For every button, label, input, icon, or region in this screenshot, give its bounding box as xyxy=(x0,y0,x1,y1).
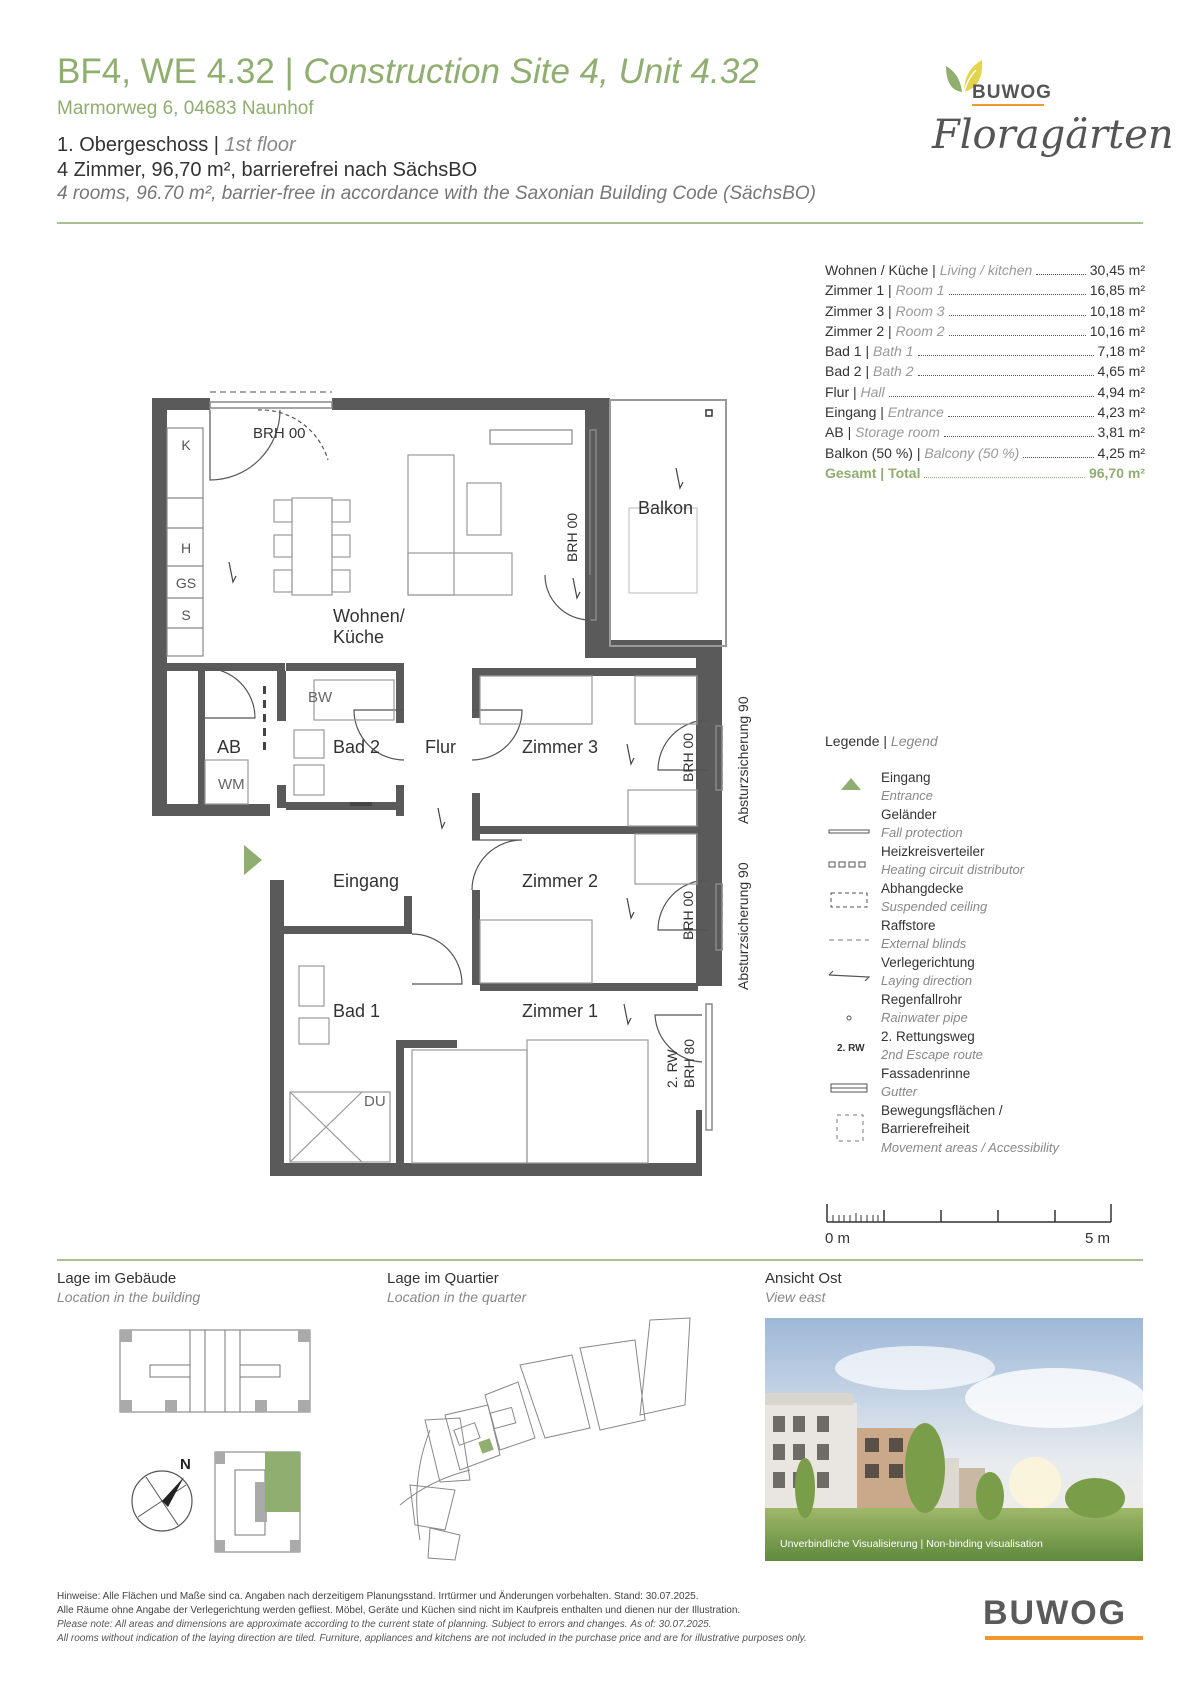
rooms-summary-en: 4 rooms, 96.70 m², barrier-free in accordance with the Saxonian Building Code (SächsBO) xyxy=(57,183,816,204)
logo-underline xyxy=(972,104,1044,106)
area-value: 4,23 m² xyxy=(1097,404,1145,421)
area-label-en: Bath 2 xyxy=(873,363,914,380)
label-wm: WM xyxy=(218,776,245,793)
label-brh00-top: BRH 00 xyxy=(253,425,306,442)
legend-title-en: Legend xyxy=(890,733,938,749)
area-value: 3,81 m² xyxy=(1097,424,1145,441)
legal-notes xyxy=(57,1590,807,1646)
area-label-de: Wohnen / Küche | xyxy=(825,262,936,278)
logo-text: BUWOG xyxy=(972,82,1052,103)
label-bad2: Bad 2 xyxy=(333,737,381,757)
label-zimmer1: Zimmer 1 xyxy=(522,1001,598,1021)
footer-logo-underline xyxy=(985,1636,1143,1640)
gutter-icon xyxy=(825,1070,873,1092)
label-bad1: Bad 1 xyxy=(333,1001,381,1021)
quarter-unit-highlight xyxy=(478,1438,493,1453)
footer-logo: BUWOG xyxy=(983,1594,1128,1632)
total-label-de: Gesamt | xyxy=(825,464,885,481)
area-table xyxy=(825,262,1145,485)
area-label-en: Room 2 xyxy=(895,322,945,339)
area-row xyxy=(825,384,1145,404)
legend-en: Suspended ceiling xyxy=(881,899,988,914)
area-row xyxy=(825,445,1145,465)
note-line-4: All rooms without indication of the laying direction are tiled. Furniture, appliances and kitchens are not included in the purchase price and are for illustrative purposes only. xyxy=(57,1633,807,1644)
area-row xyxy=(825,282,1145,302)
legend-item-laying xyxy=(825,955,1135,992)
legend-item-blinds xyxy=(825,918,1135,955)
legend-de: Eingang xyxy=(881,770,931,785)
label-rw: 2. RW xyxy=(664,1049,680,1088)
legend-en: Heating circuit distributor xyxy=(881,862,1025,877)
legend-title-de: Legende | xyxy=(825,733,888,749)
page-title xyxy=(57,52,759,92)
scale-start: 0 m xyxy=(825,1230,851,1247)
area-label-en: Room 3 xyxy=(895,302,945,319)
area-row xyxy=(825,343,1145,363)
legend-en: Fall protection xyxy=(881,825,963,840)
laying-direction-icon xyxy=(825,959,873,981)
legend-de: Verlegerichtung xyxy=(881,955,975,970)
legend-item-escape xyxy=(825,1029,1135,1066)
external-blinds-icon xyxy=(825,922,873,944)
legend-de: Fassadenrinne xyxy=(881,1066,971,1081)
label-du: DU xyxy=(364,1093,386,1110)
note-line-3b: As of: 30.07.2025. xyxy=(630,1619,712,1630)
area-label-de: Eingang | xyxy=(825,404,884,421)
visualisation-image xyxy=(765,1318,1143,1561)
area-row xyxy=(825,424,1145,444)
area-label-de: Flur | xyxy=(825,383,857,400)
view-title: Ansicht Ost xyxy=(765,1270,842,1287)
note-line-2: Alle Räume ohne Angabe der Verlegerichtung werden gefliest. Möbel, Geräte und Küchen sind nicht im Kaufpreis enthalten und dienen nur der Illustration. xyxy=(57,1605,741,1616)
legend-item-gutter xyxy=(825,1066,1135,1103)
floor-en: 1st floor xyxy=(224,134,296,156)
header-divider xyxy=(57,222,1143,224)
location-building-title: Lage im Gebäude xyxy=(57,1270,177,1287)
area-value: 7,18 m² xyxy=(1097,343,1145,360)
area-value: 30,45 m² xyxy=(1089,262,1145,278)
compass-icon xyxy=(128,1455,208,1535)
legend-item-railing xyxy=(825,807,1135,844)
legend-en: Laying direction xyxy=(881,973,973,988)
label-absturz-1: Absturzsicherung 90 xyxy=(735,696,751,824)
entrance-triangle-icon xyxy=(825,774,873,796)
legend-de: Raffstore xyxy=(881,918,936,933)
legend-item-movement xyxy=(825,1103,1135,1159)
area-row xyxy=(825,363,1145,383)
area-label-de: Balkon (50 %) | xyxy=(825,444,921,461)
legend-de: Bewegungsflächen / xyxy=(881,1103,1003,1118)
legend-de: 2. Rettungsweg xyxy=(881,1029,975,1044)
legend-item-rainpipe xyxy=(825,992,1135,1029)
area-row xyxy=(825,404,1145,424)
area-label-en: Living / kitchen xyxy=(939,262,1033,278)
scale-bar xyxy=(825,1200,1115,1228)
kitchen-h-label: H xyxy=(180,540,192,556)
legend-de: Regenfallrohr xyxy=(881,992,963,1007)
legend-title xyxy=(825,733,938,749)
area-row xyxy=(825,262,1145,282)
total-value: 96,70 m² xyxy=(1088,464,1145,481)
suspended-ceiling-icon xyxy=(825,885,873,907)
location-quarter-sub: Location in the quarter xyxy=(387,1289,527,1305)
unit-highlight xyxy=(265,1452,300,1512)
address: Marmorweg 6, 04683 Naunhof xyxy=(57,98,314,119)
compass-north-label: N xyxy=(180,1456,191,1473)
area-label-de: Bad 2 | xyxy=(825,363,870,380)
legend-de: Heizkreisverteiler xyxy=(881,844,985,859)
area-label-en: Hall xyxy=(860,383,885,400)
location-building-sub: Location in the building xyxy=(57,1289,201,1305)
label-wohnen: Wohnen/ xyxy=(333,606,405,626)
railing-icon xyxy=(825,811,873,833)
view-east-visualisation xyxy=(765,1318,1143,1561)
buwog-floragaerten-logo xyxy=(932,54,1174,184)
label-kueche: Küche xyxy=(333,627,385,647)
area-value: 4,25 m² xyxy=(1097,444,1145,461)
area-row xyxy=(825,303,1145,323)
legend-item-entrance xyxy=(825,770,1135,807)
legend-de: Abhangdecke xyxy=(881,881,964,896)
legend-en: 2nd Escape route xyxy=(881,1047,983,1062)
kitchen-k-label: K xyxy=(181,437,191,453)
heating-distributor-icon xyxy=(825,848,873,870)
entrance-marker-icon xyxy=(244,845,262,875)
area-label-de: AB | xyxy=(825,424,852,441)
movement-area-icon xyxy=(825,1107,873,1143)
legend-en: Rainwater pipe xyxy=(881,1010,968,1025)
legend-en: Entrance xyxy=(881,788,934,803)
title-en: Construction Site 4, Unit 4.32 xyxy=(303,52,759,91)
label-bw: BW xyxy=(308,689,333,706)
area-label-de: Zimmer 1 | xyxy=(825,282,892,299)
label-absturz-2: Absturzsicherung 90 xyxy=(735,862,751,990)
area-label-de: Zimmer 2 | xyxy=(825,322,892,339)
laying-direction-marks xyxy=(229,468,683,1024)
label-brh00-zimmer2: BRH 00 xyxy=(680,890,696,940)
area-total-row xyxy=(825,465,1145,485)
label-flur: Flur xyxy=(425,737,456,757)
visualisation-caption: Unverbindliche Visualisierung | Non-binding visualisation xyxy=(780,1538,1043,1550)
legend-de-line2: Barrierefreiheit xyxy=(881,1121,970,1136)
area-label-de: Zimmer 3 | xyxy=(825,302,892,319)
floor-plan xyxy=(140,380,751,1180)
area-value: 10,18 m² xyxy=(1089,302,1145,319)
label-brh80: BRH 80 xyxy=(681,1038,697,1088)
kitchen-gs-label: GS xyxy=(175,575,197,591)
label-eingang: Eingang xyxy=(333,871,400,891)
quarter-location-diagram xyxy=(400,1310,700,1560)
label-brh00-zimmer3: BRH 00 xyxy=(680,732,696,782)
floragaerten-script: Floragärten xyxy=(932,112,1174,158)
total-label-en: Total xyxy=(888,464,921,481)
area-value: 16,85 m² xyxy=(1089,282,1145,299)
rainwater-pipe-icon xyxy=(825,996,873,1018)
scale-end: 5 m xyxy=(1085,1230,1111,1247)
kitchen-s-label: S xyxy=(181,607,191,623)
area-label-en: Balcony (50 %) xyxy=(924,444,1020,461)
escape-route-icon: 2. RW xyxy=(837,1043,865,1054)
label-brh00-balcony: BRH 00 xyxy=(564,512,580,562)
area-value: 4,94 m² xyxy=(1097,383,1145,400)
floor-info xyxy=(57,134,296,157)
balcony xyxy=(610,400,726,646)
area-label-en: Entrance xyxy=(887,404,944,421)
title-de: BF4, WE 4.32 | xyxy=(57,52,294,91)
legend-en: Gutter xyxy=(881,1084,918,1099)
label-ab: AB xyxy=(217,737,242,757)
legend-item-ceiling xyxy=(825,881,1135,918)
label-balkon: Balkon xyxy=(638,498,694,518)
label-zimmer3: Zimmer 3 xyxy=(522,737,598,757)
location-quarter-title: Lage im Quartier xyxy=(387,1270,499,1287)
legend-en: External blinds xyxy=(881,936,967,951)
area-row xyxy=(825,323,1145,343)
label-zimmer2: Zimmer 2 xyxy=(522,871,598,891)
area-value: 10,16 m² xyxy=(1089,322,1145,339)
note-line-3: Please note: All areas and dimensions are approximate according to the current state of planning. Subject to errors and changes. xyxy=(57,1619,628,1630)
area-label-en: Room 1 xyxy=(895,282,945,299)
legend-de: Geländer xyxy=(881,807,937,822)
area-label-en: Storage room xyxy=(855,424,940,441)
bottom-divider xyxy=(57,1259,1143,1261)
view-sub: View east xyxy=(765,1289,826,1305)
floor-de: 1. Obergeschoss | xyxy=(57,134,219,156)
rooms-summary-de: 4 Zimmer, 96,70 m², barrierefrei nach SächsBO xyxy=(57,159,478,181)
legend-en: Movement areas / Accessibility xyxy=(881,1140,1059,1155)
legend-item-heating xyxy=(825,844,1135,881)
note-line-1: Hinweise: Alle Flächen und Maße sind ca. Angaben nach derzeitigem Planungsstand. Irrtürmer und Änderungen vorbehalten. Stand: 30.07.2025. xyxy=(57,1591,699,1602)
area-label-de: Bad 1 | xyxy=(825,343,870,360)
area-label-en: Bath 1 xyxy=(873,343,914,360)
area-value: 4,65 m² xyxy=(1097,363,1145,380)
